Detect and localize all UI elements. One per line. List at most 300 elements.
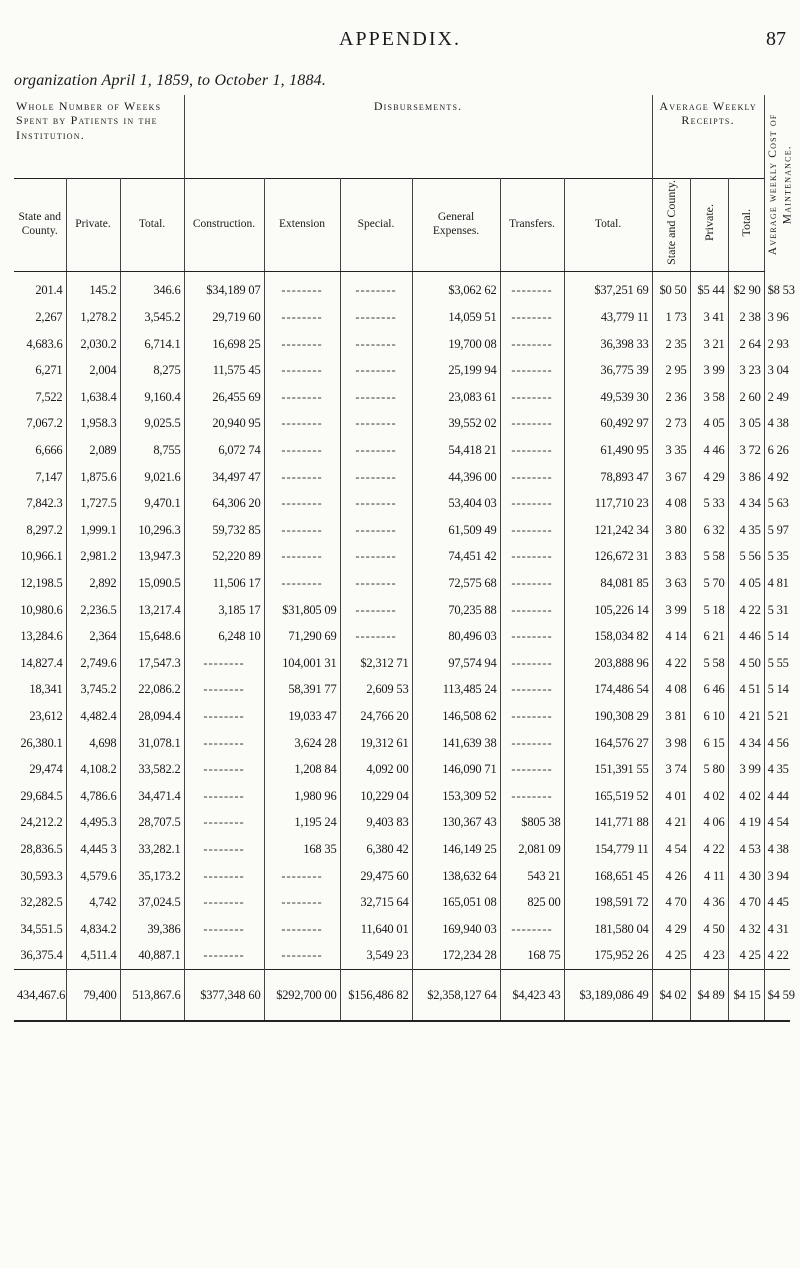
table-cell: 5 14 bbox=[767, 682, 789, 697]
table-cell: 9,403 83 bbox=[340, 810, 412, 837]
table-cell: 4,698 bbox=[66, 730, 120, 757]
table-cell: -------- bbox=[500, 730, 564, 757]
table-row bbox=[14, 889, 790, 916]
col-receipts-private-label: Private. bbox=[701, 203, 716, 241]
table-cell: 4 34 bbox=[728, 730, 764, 757]
table-cell: 4 46 bbox=[690, 437, 728, 464]
table-cell: 78,893 47 bbox=[564, 464, 652, 491]
table-row bbox=[14, 490, 790, 517]
table-cell: -------- bbox=[264, 889, 340, 916]
table-cell: 2,236.5 bbox=[66, 597, 120, 624]
table-cell: 4,482.4 bbox=[66, 703, 120, 730]
table-cell: 6,380 42 bbox=[340, 836, 412, 863]
table-cell: 20,940 95 bbox=[184, 411, 264, 438]
table-cell: 15,648.6 bbox=[120, 623, 184, 650]
table-cell: 5 33 bbox=[690, 490, 728, 517]
table-row bbox=[14, 783, 790, 810]
table-cell: 164,576 27 bbox=[564, 730, 652, 757]
table-row bbox=[14, 411, 790, 438]
table-cell: 1,875.6 bbox=[66, 464, 120, 491]
table-cell: 2,892 bbox=[66, 570, 120, 597]
table-cell: -------- bbox=[184, 783, 264, 810]
table-cell: 4 26 bbox=[652, 863, 690, 890]
table-cell: -------- bbox=[264, 943, 340, 970]
table-cell: -------- bbox=[264, 331, 340, 358]
table-cell: 4,495.3 bbox=[66, 810, 120, 837]
table-cell: 6 46 bbox=[690, 677, 728, 704]
table-cell: 2,749.6 bbox=[66, 650, 120, 677]
table-cell: 5 14 bbox=[767, 629, 789, 644]
table-row bbox=[14, 916, 790, 943]
table-cell: 3 04 bbox=[767, 363, 789, 378]
table-cell: 11,640 01 bbox=[340, 916, 412, 943]
table-cell: 5 70 bbox=[690, 570, 728, 597]
table-cell: 4 25 bbox=[728, 943, 764, 970]
table-cell: 2,364 bbox=[66, 623, 120, 650]
table-cell: 60,492 97 bbox=[564, 411, 652, 438]
table-cell: 19,312 61 bbox=[340, 730, 412, 757]
table-cell: 4 92 bbox=[767, 469, 789, 484]
table-cell: 19,033 47 bbox=[264, 703, 340, 730]
table-cell: -------- bbox=[184, 943, 264, 970]
table-cell: 24,766 20 bbox=[340, 703, 412, 730]
table-cell: -------- bbox=[340, 384, 412, 411]
table-cell: 825 00 bbox=[500, 889, 564, 916]
table-cell: -------- bbox=[500, 517, 564, 544]
table-cell: $4 02 bbox=[652, 970, 690, 1022]
table-cell: 4,511.4 bbox=[66, 943, 120, 970]
table-cell: 26,380.1 bbox=[14, 730, 66, 757]
table-cell: -------- bbox=[184, 650, 264, 677]
table-cell: $3,062 62 bbox=[412, 271, 500, 304]
table-cell: 190,308 29 bbox=[564, 703, 652, 730]
table-cell: -------- bbox=[500, 490, 564, 517]
table-cell: -------- bbox=[500, 384, 564, 411]
table-cell: -------- bbox=[500, 597, 564, 624]
table-cell: 32,715 64 bbox=[340, 889, 412, 916]
table-cell: 4 50 bbox=[690, 916, 728, 943]
table-cell: 49,539 30 bbox=[564, 384, 652, 411]
table-cell: -------- bbox=[500, 331, 564, 358]
table-cell: 4,742 bbox=[66, 889, 120, 916]
table-cell: 4,579.6 bbox=[66, 863, 120, 890]
table-cell: 1,727.5 bbox=[66, 490, 120, 517]
table-cell: -------- bbox=[264, 464, 340, 491]
table-cell: -------- bbox=[500, 570, 564, 597]
table-cell: -------- bbox=[340, 544, 412, 571]
table-cell: -------- bbox=[340, 623, 412, 650]
table-cell: 97,574 94 bbox=[412, 650, 500, 677]
col-private: Private. bbox=[66, 179, 120, 272]
table-cell: 6 26 bbox=[767, 443, 789, 458]
table-cell: 18,341 bbox=[14, 677, 66, 704]
table-cell: 141,639 38 bbox=[412, 730, 500, 757]
table-cell: 34,497 47 bbox=[184, 464, 264, 491]
table-cell: 141,771 88 bbox=[564, 810, 652, 837]
page-header bbox=[0, 28, 800, 58]
table-row bbox=[14, 756, 790, 783]
table-row bbox=[14, 677, 790, 704]
table-cell: 35,173.2 bbox=[120, 863, 184, 890]
table-cell: 4 30 bbox=[728, 863, 764, 890]
table-cell: 1,980 96 bbox=[264, 783, 340, 810]
table-cell: -------- bbox=[264, 384, 340, 411]
table-cell: 4 70 bbox=[728, 889, 764, 916]
table-row bbox=[14, 810, 790, 837]
table-cell: 117,710 23 bbox=[564, 490, 652, 517]
table-cell: 70,235 88 bbox=[412, 597, 500, 624]
table-cell: 513,867.6 bbox=[120, 970, 184, 1022]
table-cell: -------- bbox=[500, 271, 564, 304]
table-cell: 39,552 02 bbox=[412, 411, 500, 438]
table-cell: -------- bbox=[264, 863, 340, 890]
table-cell: 4 05 bbox=[690, 411, 728, 438]
table-cell: 28,094.4 bbox=[120, 703, 184, 730]
table-cell: -------- bbox=[500, 544, 564, 571]
table-row bbox=[14, 271, 790, 304]
table-cell: 165,519 52 bbox=[564, 783, 652, 810]
table-row bbox=[14, 517, 790, 544]
table-cell: $2,358,127 64 bbox=[412, 970, 500, 1022]
col-construction: Construction. bbox=[184, 179, 264, 272]
table-cell: -------- bbox=[500, 650, 564, 677]
table-cell: -------- bbox=[184, 703, 264, 730]
table-cell: 2,089 bbox=[66, 437, 120, 464]
table-cell: -------- bbox=[184, 863, 264, 890]
table-cell: 2,004 bbox=[66, 357, 120, 384]
table-cell: 3,745.2 bbox=[66, 677, 120, 704]
table-cell: 12,198.5 bbox=[14, 570, 66, 597]
table-cell: 4 29 bbox=[652, 916, 690, 943]
table-cell: 5 55 bbox=[767, 655, 789, 670]
table-cell: 130,367 43 bbox=[412, 810, 500, 837]
table-cell: -------- bbox=[500, 411, 564, 438]
col-disbursements-total: Total. bbox=[564, 179, 652, 272]
table-cell: 3 99 bbox=[652, 597, 690, 624]
table-cell: -------- bbox=[340, 490, 412, 517]
table-cell: 1,638.4 bbox=[66, 384, 120, 411]
table-cell: -------- bbox=[340, 304, 412, 331]
table-cell: 16,698 25 bbox=[184, 331, 264, 358]
table-row bbox=[14, 331, 790, 358]
table-body bbox=[14, 271, 795, 1021]
table-row bbox=[14, 570, 790, 597]
table-cell: 4 11 bbox=[690, 863, 728, 890]
table-cell: -------- bbox=[340, 597, 412, 624]
table-cell: 13,217.4 bbox=[120, 597, 184, 624]
table-cell: -------- bbox=[500, 437, 564, 464]
table-cell: 201.4 bbox=[14, 271, 66, 304]
table-cell: 31,078.1 bbox=[120, 730, 184, 757]
table-cell: $377,348 60 bbox=[184, 970, 264, 1022]
table-row bbox=[14, 544, 790, 571]
table-cell: 4,834.2 bbox=[66, 916, 120, 943]
table-cell: 36,398 33 bbox=[564, 331, 652, 358]
table-row bbox=[14, 703, 790, 730]
table-cell: -------- bbox=[340, 331, 412, 358]
table-cell: $156,486 82 bbox=[340, 970, 412, 1022]
table-cell: 2 95 bbox=[652, 357, 690, 384]
table-cell: 1,278.2 bbox=[66, 304, 120, 331]
table-cell: 4 23 bbox=[690, 943, 728, 970]
table-cell: $4 89 bbox=[690, 970, 728, 1022]
table-cell: 6,666 bbox=[14, 437, 66, 464]
table-cell: 71,290 69 bbox=[264, 623, 340, 650]
table-cell: 11,506 17 bbox=[184, 570, 264, 597]
table-cell: 9,021.6 bbox=[120, 464, 184, 491]
table-cell: 30,593.3 bbox=[14, 863, 66, 890]
table-cell: 4,786.6 bbox=[66, 783, 120, 810]
table-cell: 4 05 bbox=[728, 570, 764, 597]
table-cell: 3 81 bbox=[652, 703, 690, 730]
table-cell: 8,297.2 bbox=[14, 517, 66, 544]
table-cell: 2,081 09 bbox=[500, 836, 564, 863]
table-cell: -------- bbox=[340, 464, 412, 491]
table-cell: 2,981.2 bbox=[66, 544, 120, 571]
cost-header-label: Average weekly Cost of Maintenance. bbox=[766, 113, 793, 256]
receipts-group-header: Average Weekly Receipts. bbox=[652, 95, 764, 179]
table-cell: 10,229 04 bbox=[340, 783, 412, 810]
table-row bbox=[14, 650, 790, 677]
col-receipts-total bbox=[728, 179, 764, 272]
running-title: APPENDIX. bbox=[339, 28, 461, 50]
table-cell: 5 56 bbox=[728, 544, 764, 571]
table-cell: 43,779 11 bbox=[564, 304, 652, 331]
table-cell: -------- bbox=[500, 357, 564, 384]
table-row bbox=[14, 597, 790, 624]
table-cell: 138,632 64 bbox=[412, 863, 500, 890]
table-cell: 3 72 bbox=[728, 437, 764, 464]
table-row bbox=[14, 304, 790, 331]
table-cell: -------- bbox=[340, 411, 412, 438]
table-cell: 3 99 bbox=[728, 756, 764, 783]
col-total: Total. bbox=[120, 179, 184, 272]
table-cell: -------- bbox=[340, 271, 412, 304]
table-cell: 4 44 bbox=[767, 788, 789, 803]
table-cell: 24,212.2 bbox=[14, 810, 66, 837]
table-cell: 2,609 53 bbox=[340, 677, 412, 704]
table-cell: 34,471.4 bbox=[120, 783, 184, 810]
table-cell: 4 14 bbox=[652, 623, 690, 650]
table-cell: 3,545.2 bbox=[120, 304, 184, 331]
table-cell: -------- bbox=[264, 357, 340, 384]
table-cell: -------- bbox=[184, 836, 264, 863]
table-cell: 4 35 bbox=[728, 517, 764, 544]
table-cell: 153,309 52 bbox=[412, 783, 500, 810]
table-cell: $3,189,086 49 bbox=[564, 970, 652, 1022]
col-receipts-private bbox=[690, 179, 728, 272]
table-cell: 37,024.5 bbox=[120, 889, 184, 916]
table-cell: 6 21 bbox=[690, 623, 728, 650]
table-row bbox=[14, 384, 790, 411]
table-cell: 5 58 bbox=[690, 544, 728, 571]
table-cell: 4 31 bbox=[767, 921, 789, 936]
col-state-county: State and County. bbox=[14, 179, 66, 272]
table-cell: 10,980.6 bbox=[14, 597, 66, 624]
table-cell: 126,672 31 bbox=[564, 544, 652, 571]
table-cell: -------- bbox=[264, 490, 340, 517]
table-cell: 4 45 bbox=[767, 895, 789, 910]
table-cell: 4,108.2 bbox=[66, 756, 120, 783]
table-cell: 23,612 bbox=[14, 703, 66, 730]
table-cell: 3 86 bbox=[728, 464, 764, 491]
table-cell: 3 80 bbox=[652, 517, 690, 544]
col-extension: Extension bbox=[264, 179, 340, 272]
table-cell: 61,509 49 bbox=[412, 517, 500, 544]
table-cell: 8,755 bbox=[120, 437, 184, 464]
table-cell: -------- bbox=[500, 304, 564, 331]
table-cell: 10,966.1 bbox=[14, 544, 66, 571]
table-cell: 3 35 bbox=[652, 437, 690, 464]
table-cell: 2 38 bbox=[728, 304, 764, 331]
table-cell: -------- bbox=[264, 271, 340, 304]
table-cell: 3 21 bbox=[690, 331, 728, 358]
table-cell: 11,575 45 bbox=[184, 357, 264, 384]
table-cell: -------- bbox=[184, 677, 264, 704]
table-cell: 4 36 bbox=[690, 889, 728, 916]
table-cell: -------- bbox=[340, 517, 412, 544]
table-cell: 4,092 00 bbox=[340, 756, 412, 783]
table-cell: 1 73 bbox=[652, 304, 690, 331]
table-cell: 53,404 03 bbox=[412, 490, 500, 517]
table-cell: 3,185 17 bbox=[184, 597, 264, 624]
table-cell: 5 63 bbox=[767, 496, 789, 511]
table-cell: 203,888 96 bbox=[564, 650, 652, 677]
table-cell: 13,947.3 bbox=[120, 544, 184, 571]
table-cell: -------- bbox=[184, 756, 264, 783]
table-row bbox=[14, 437, 790, 464]
table-cell: 181,580 04 bbox=[564, 916, 652, 943]
table-cell: 2,030.2 bbox=[66, 331, 120, 358]
table-cell: 5 35 bbox=[767, 549, 789, 564]
table-cell: 72,575 68 bbox=[412, 570, 500, 597]
table-cell: 3 63 bbox=[652, 570, 690, 597]
table-cell: $805 38 bbox=[500, 810, 564, 837]
table-cell: 5 58 bbox=[690, 650, 728, 677]
table-cell: 26,455 69 bbox=[184, 384, 264, 411]
table-cell: -------- bbox=[500, 623, 564, 650]
table-cell: 3 98 bbox=[652, 730, 690, 757]
table-cell: 4 53 bbox=[728, 836, 764, 863]
table-cell: 1,958.3 bbox=[66, 411, 120, 438]
table-cell: 4 81 bbox=[767, 576, 789, 591]
table-cell: 5 18 bbox=[690, 597, 728, 624]
table-cell: 4 56 bbox=[767, 735, 789, 750]
table-cell: 7,067.2 bbox=[14, 411, 66, 438]
table-cell: 4 02 bbox=[728, 783, 764, 810]
table-cell: 36,775 39 bbox=[564, 357, 652, 384]
table-cell: 52,220 89 bbox=[184, 544, 264, 571]
table-cell: 6,248 10 bbox=[184, 623, 264, 650]
table-cell: 4 01 bbox=[652, 783, 690, 810]
table-cell: $5 44 bbox=[690, 271, 728, 304]
table-cell: 154,779 11 bbox=[564, 836, 652, 863]
table-cell: 2 36 bbox=[652, 384, 690, 411]
table-cell: 4 22 bbox=[690, 836, 728, 863]
table-cell: -------- bbox=[264, 570, 340, 597]
table-cell: -------- bbox=[264, 411, 340, 438]
table-cell: 1,195 24 bbox=[264, 810, 340, 837]
table-cell: 6,714.1 bbox=[120, 331, 184, 358]
statistics-table-container bbox=[14, 95, 795, 1022]
table-cell: 4 22 bbox=[652, 650, 690, 677]
table-cell: 543 21 bbox=[500, 863, 564, 890]
table-cell: 3 83 bbox=[652, 544, 690, 571]
col-general-expenses: General Expenses. bbox=[412, 179, 500, 272]
table-cell: -------- bbox=[340, 437, 412, 464]
table-cell: 2,267 bbox=[14, 304, 66, 331]
table-cell: 2 93 bbox=[767, 336, 789, 351]
table-cell: -------- bbox=[184, 916, 264, 943]
table-cell: 4 21 bbox=[652, 810, 690, 837]
table-cell: 104,001 31 bbox=[264, 650, 340, 677]
table-cell: 4 21 bbox=[728, 703, 764, 730]
table-cell: 4 51 bbox=[728, 677, 764, 704]
table-cell: -------- bbox=[264, 916, 340, 943]
table-cell: 25,199 94 bbox=[412, 357, 500, 384]
table-cell: 4 22 bbox=[767, 948, 789, 963]
table-cell: 5 21 bbox=[767, 708, 789, 723]
table-cell: 33,282.1 bbox=[120, 836, 184, 863]
page-number: 87 bbox=[766, 28, 786, 50]
table-cell: 168 75 bbox=[500, 943, 564, 970]
table-cell: 4 22 bbox=[728, 597, 764, 624]
col-receipts-total-label: Total. bbox=[738, 208, 753, 237]
table-cell: -------- bbox=[340, 570, 412, 597]
col-special: Special. bbox=[340, 179, 412, 272]
table-cell: 1,999.1 bbox=[66, 517, 120, 544]
table-cell: 29,719 60 bbox=[184, 304, 264, 331]
table-cell: -------- bbox=[184, 810, 264, 837]
table-cell: 3 74 bbox=[652, 756, 690, 783]
table-cell: 145.2 bbox=[66, 271, 120, 304]
table-cell: 59,732 85 bbox=[184, 517, 264, 544]
table-cell: $31,805 09 bbox=[264, 597, 340, 624]
table-cell: 39,386 bbox=[120, 916, 184, 943]
table-cell: -------- bbox=[264, 544, 340, 571]
table-cell: 1,208 84 bbox=[264, 756, 340, 783]
table-cell: 165,051 08 bbox=[412, 889, 500, 916]
table-cell: 44,396 00 bbox=[412, 464, 500, 491]
table-cell: 7,147 bbox=[14, 464, 66, 491]
table-cell: 9,470.1 bbox=[120, 490, 184, 517]
table-cell: 29,474 bbox=[14, 756, 66, 783]
table-cell: 4 54 bbox=[767, 815, 789, 830]
table-cell: 5 31 bbox=[767, 602, 789, 617]
col-receipts-state bbox=[652, 179, 690, 272]
table-cell: 2 64 bbox=[728, 331, 764, 358]
table-cell: 3,549 23 bbox=[340, 943, 412, 970]
table-cell: 146,508 62 bbox=[412, 703, 500, 730]
table-cell: 29,475 60 bbox=[340, 863, 412, 890]
table-cell: 22,086.2 bbox=[120, 677, 184, 704]
table-cell: 32,282.5 bbox=[14, 889, 66, 916]
table-cell: 175,952 26 bbox=[564, 943, 652, 970]
table-cell: -------- bbox=[184, 889, 264, 916]
cost-header bbox=[764, 95, 793, 271]
table-cell: -------- bbox=[500, 756, 564, 783]
table-cell: 4 08 bbox=[652, 677, 690, 704]
table-cell: 3 58 bbox=[690, 384, 728, 411]
table-cell: 146,090 71 bbox=[412, 756, 500, 783]
table-cell: 3 96 bbox=[767, 310, 789, 325]
table-cell: 172,234 28 bbox=[412, 943, 500, 970]
table-cell: $292,700 00 bbox=[264, 970, 340, 1022]
table-cell: 4,445 3 bbox=[66, 836, 120, 863]
table-cell: 28,836.5 bbox=[14, 836, 66, 863]
table-cell: 3 99 bbox=[690, 357, 728, 384]
table-cell: -------- bbox=[500, 916, 564, 943]
